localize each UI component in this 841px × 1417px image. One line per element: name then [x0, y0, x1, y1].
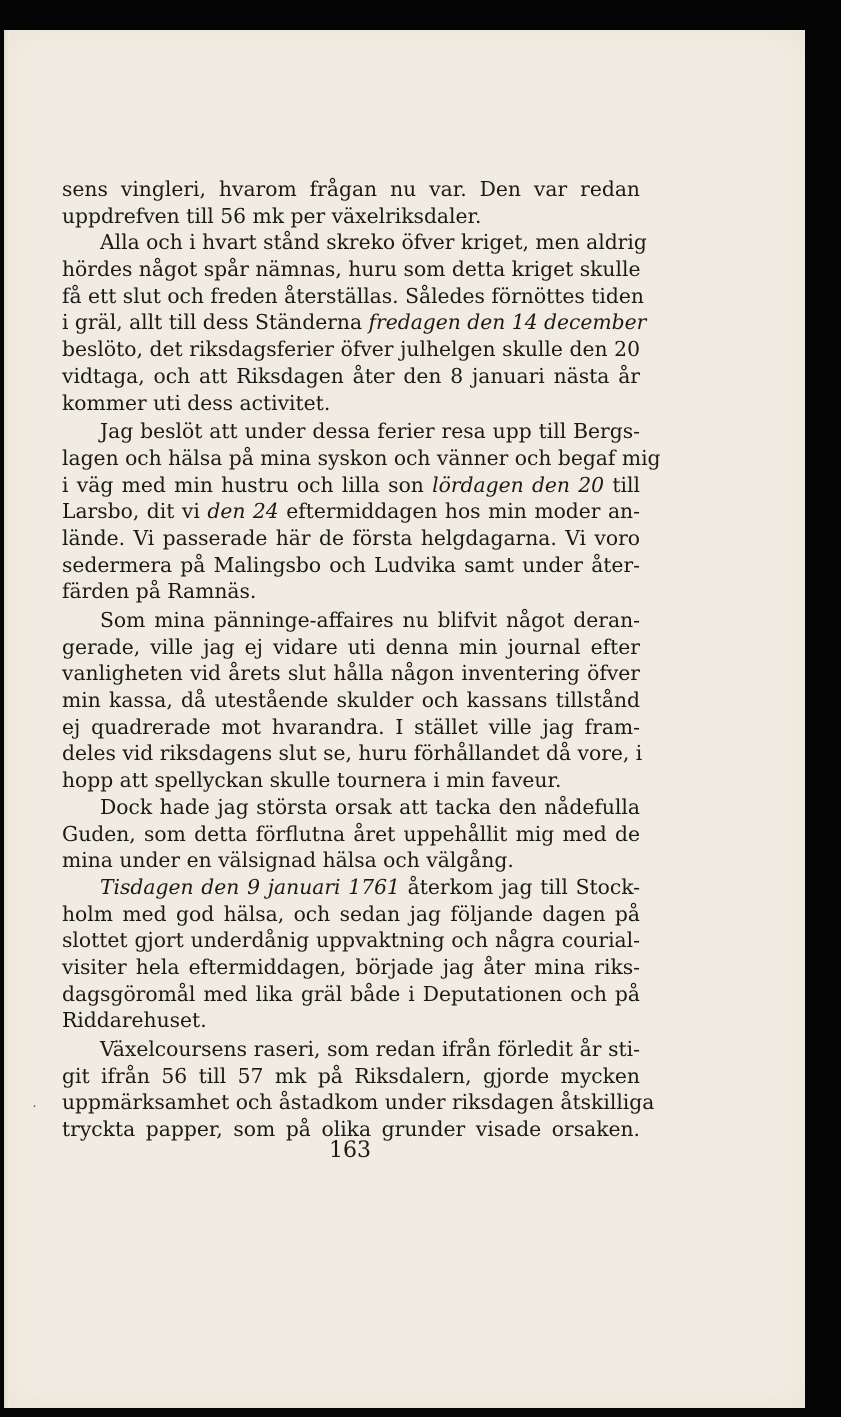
italic-date: lördagen den 20: [432, 472, 605, 497]
text-line: Jag beslöt att under dessa ferier resa upp till Bergs-: [100, 419, 640, 444]
text-line: slottet gjort underdånig uppvaktning och några courial-: [62, 928, 640, 953]
text-line: Alla och i hvart stånd skreko öfver kriget, men aldrig: [100, 230, 647, 255]
text-line: sens vingleri, hvarom frågan nu var. Den var redan: [62, 177, 640, 201]
text-line: Guden, som detta förflutna året uppehållit mig med de: [62, 821, 640, 846]
text-fragment: till: [604, 472, 640, 497]
text-line: ej quadrerade mot hvarandra. I stället ville jag fram-: [62, 714, 640, 739]
italic-date: den 24: [207, 499, 279, 524]
text-line: visiter hela eftermiddagen, började jag åter mina riks-: [62, 954, 640, 979]
text-fragment: Larsbo, dit vi: [62, 499, 208, 524]
text-line: gerade, ville jag ej vidare uti denna min journal efter: [62, 634, 640, 659]
text-line: vanligheten vid årets slut hålla någon inventering öfver: [62, 661, 640, 686]
text-line: färden på Ramnäs.: [62, 579, 257, 604]
text-line: få ett slut och freden återställas. Således förnöttes tiden: [62, 283, 644, 308]
text-fragment: återkom jag till Stock-: [399, 874, 640, 899]
text-line: Växelcoursens raseri, som redan ifrån förledit år sti-: [100, 1037, 640, 1061]
text-line: Riddarehuset.: [62, 1008, 207, 1033]
text-fragment: i väg med min hustru och lilla son: [62, 472, 433, 497]
margin-mark: ˙: [31, 1104, 38, 1120]
text-line: git ifrån 56 till 57 mk på Riksdalern, gjorde mycken: [62, 1063, 640, 1088]
text-line: [62, 874, 640, 901]
text-line: [62, 309, 647, 336]
text-line: holm med god hälsa, och sedan jag följande dagen på: [62, 901, 640, 926]
italic-date: Tisdagen den 9 januari 1761: [100, 874, 400, 899]
text-line: lagen och hälsa på mina syskon och vänner och begaf mig: [62, 445, 661, 470]
text-line: hördes något spår nämnas, huru som detta kriget skulle: [62, 257, 641, 282]
text-line: min kassa, då utestående skulder och kassans tillstånd: [62, 688, 640, 713]
text-line: sedermera på Malingsbo och Ludvika samt under åter-: [62, 552, 640, 577]
text-line: uppmärksamhet och åstadkom under riksdagen åtskilliga: [62, 1090, 655, 1115]
text-line: tryckta papper, som på olika grunder visade orsaken.: [62, 1117, 640, 1142]
text-line: uppdrefven till 56 mk per växelriksdaler.: [62, 203, 482, 228]
text-line: kommer uti dess activitet.: [62, 390, 331, 415]
text-line: mina under en välsignad hälsa och välgång.: [62, 848, 514, 873]
page-binding-edge: [4, 30, 10, 1408]
text-line: hopp att spellyckan skulle tournera i min faveur.: [62, 768, 562, 793]
text-line: Dock hade jag största orsak att tacka den nådefulla: [100, 794, 640, 819]
text-line: Som mina pänninge-affaires nu blifvit något deran-: [100, 608, 640, 632]
text-line: dagsgöromål med lika gräl både i Deputationen och på: [62, 981, 640, 1006]
page-number: 163: [329, 1138, 371, 1163]
text-line: beslöto, det riksdagsferier öfver julhelgen skulle den 20: [62, 337, 640, 362]
text-line: lände. Vi passerade här de första helgdagarna. Vi voro: [62, 525, 640, 550]
body-text: [62, 176, 661, 1143]
text-fragment: i gräl, allt till dess Ständerna: [62, 310, 369, 335]
text-line: vidtaga, och att Riksdagen åter den 8 januari nästa år: [62, 363, 640, 388]
text-line: [62, 472, 640, 499]
text-line: deles vid riksdagens slut se, huru förhållandet då vore, i: [62, 741, 643, 766]
text-fragment: eftermiddagen hos min moder an-: [278, 499, 640, 524]
text-line: [62, 498, 640, 525]
italic-date: fredagen den 14 december: [368, 310, 647, 335]
